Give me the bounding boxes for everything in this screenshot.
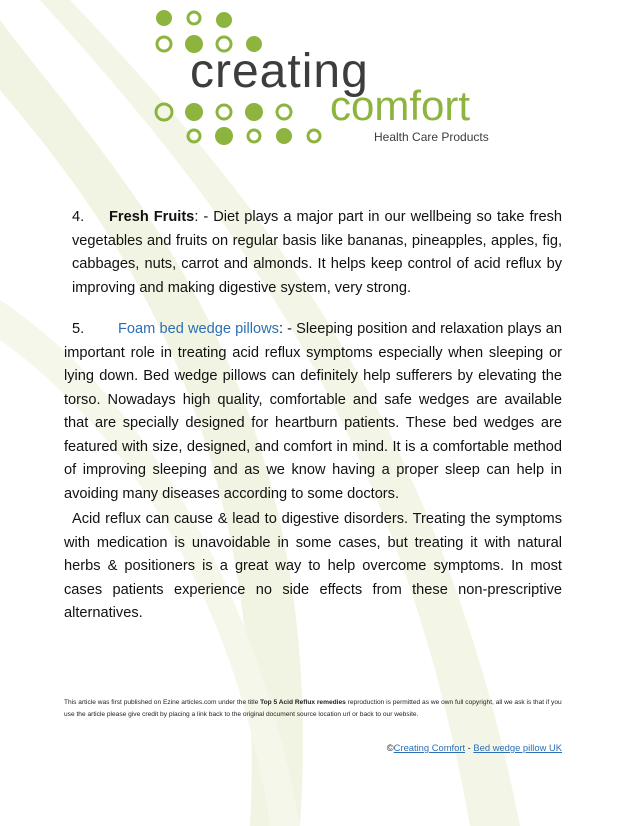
footnote-text: This article was first published on Ezine articles.com under the title <box>64 699 261 706</box>
item-number: 4. <box>72 209 85 225</box>
footnote-text-rest: reproduction is permitted as we own full copyright, all we ask is that if you use the article please give credit by placing a link back to the original document source location url or back to our website. <box>64 699 562 718</box>
bed-wedge-pillow-link[interactable]: Bed wedge pillow UK <box>473 742 562 753</box>
copyright-line <box>387 742 562 753</box>
item-text: : - Diet plays a major part in our wellbeing so take fresh vegetables and fruits on regular basis like bananas, pineapples, apples, fig, cabbages, nuts, carrot and almonds. It helps keep control of acid reflux by improving and making digestive system, very strong. <box>72 209 562 296</box>
closing-paragraph: Acid reflux can cause & lead to digestive disorders. Treating the symptoms with medication is unavoidable in some cases, but treating it with natural herbs & positioners is a great way to help overcome symptoms. In most cases patients experience no side effects from these non-prescriptive alternatives. <box>64 511 562 621</box>
item-text: : - Sleeping position and relaxation plays an important role in treating acid reflux symptoms especially when sleeping or lying down. Bed wedge pillows can definitely help sufferers by elevating the torso. Nowadays high quality, comfortable and safe wedges are available that are specially designed for heartburn patients. These bed wedges are featured with size, designed, and comfort in mind. It is a comfortable method of improving sleeping and as we know having a proper sleep can help in avoiding many diseases according to some doctors. <box>64 321 562 502</box>
copyright-symbol: © <box>386 742 394 753</box>
foam-bed-wedge-link[interactable]: Foam bed wedge pillows <box>118 321 279 337</box>
logo-word-comfort: comfort <box>330 82 471 129</box>
item-title: Fresh Fruits <box>109 209 195 225</box>
logo-tagline: Health Care Products <box>374 130 489 144</box>
list-item-foam-wedge <box>64 318 562 506</box>
separator: - <box>465 742 474 753</box>
logo-word-creating: creating <box>190 45 369 98</box>
list-item-fresh-fruits <box>64 206 562 300</box>
article-footnote <box>64 697 564 721</box>
creating-comfort-link[interactable]: Creating Comfort <box>393 742 466 753</box>
article-body <box>64 206 562 626</box>
item-number: 5. <box>72 321 85 337</box>
footnote-title: Top 5 Acid Reflux remedies <box>260 699 346 706</box>
